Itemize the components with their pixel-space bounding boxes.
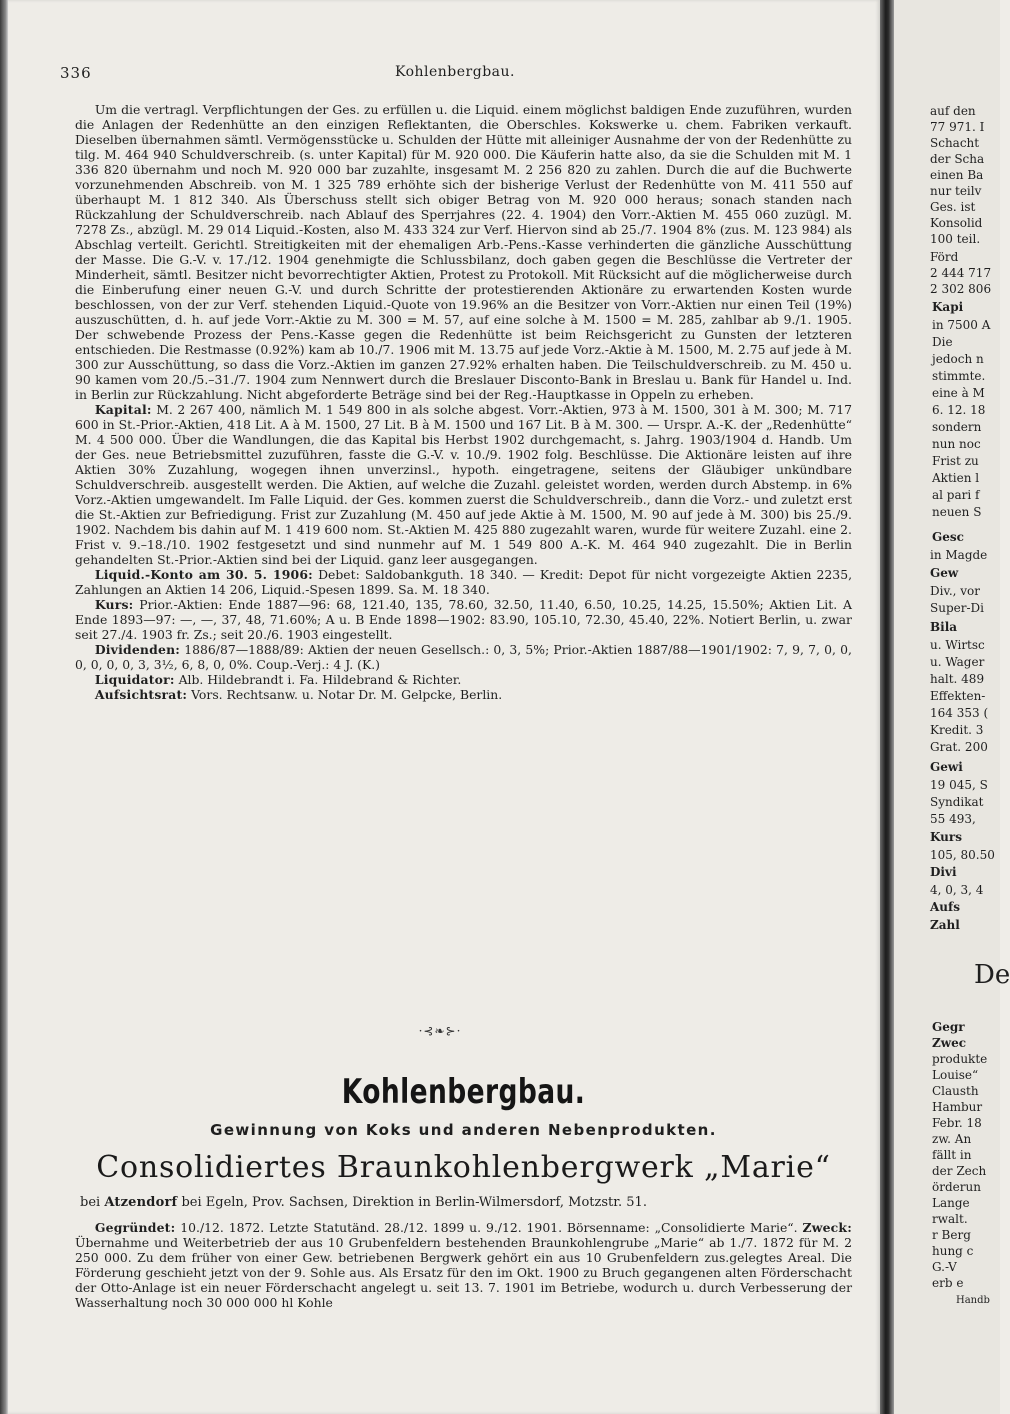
right-page-fragment: u. Wirtsc — [930, 638, 985, 652]
right-page-fragment: Gegr — [932, 1020, 965, 1034]
right-page-fragment: örderun — [932, 1180, 981, 1194]
aufsichtsrat-text: Vors. Rechtsanw. u. Notar Dr. M. Gelpcke, Berlin. — [191, 687, 503, 702]
right-page-fragment: produkte — [932, 1052, 988, 1066]
dividenden-label: Dividenden: — [94, 642, 181, 657]
liquidator-paragraph — [75, 672, 852, 687]
section-ornament: ·⊰❧⊱· — [418, 1024, 462, 1038]
right-page-fragment: Kredit. 3 — [930, 723, 984, 737]
right-page-fragment: 100 teil. — [930, 232, 981, 246]
right-page-fragment: Zwec — [932, 1036, 967, 1050]
liquidator-label: Liquidator: — [94, 672, 175, 687]
right-page-fragment: in Magde — [930, 548, 988, 562]
zweck-text: Übernahme und Weiterbetrieb der aus 10 Grubenfeldern bestehenden Braunkohlengrube „Marie“ ab 1./7. 1872 für M. 2 250 000. Zu dem früher von einer Gew. betriebenen Bergwerk gehört ein aus 10 Grubenfeldern zus.gelegtes Areal. Die Förderung geschieht jetzt von der 9. Sohle aus. Als Ersatz für den im Okt. 1900 zu Bruch gegangenen alten Förderschacht der Otto-Anlage ist ein neuer Förderschacht angelegt u. seit 13. 7. 1901 im Betriebe, wodurch u. durch Verbesserung der Wasserhaltung noch 30 000 000 hl Kohle — [75, 1235, 852, 1310]
right-page-fragment: Effekten- — [930, 689, 986, 703]
right-page-fragment: in 7500 A — [932, 318, 991, 332]
intro-paragraph: Um die vertragl. Verpflichtungen der Ges. zu erfüllen u. die Liquid. einem möglichst baldigen Ende zuzuführen, wurden die Anlagen der Redenhütte an den einzigen Reflektanten, die Oberschles. Kokswerke u. chem. Fabriken verkauft. Dieselben übernahmen sämtl. Vermögensstücke u. Schulden der Hütte mit alleiniger Ausnahme der von der Redenhütte zu tilg. M. 464 940 Schuldverschreib. (s. unter Kapital) für M. 920 000. Die Käuferin hatte also, da sie die Schulden mit M. 1 336 820 übernahm und noch M. 920 000 bar zuzahlte, insgesamt M. 2 256 820 zu zahlen. Durch die auf die Buchwerte vorzunehmenden Abschreib. von M. 1 325 789 erhöhte sich der bisherige Verlust der Redenhütte von M. 411 550 auf überhaupt M. 1 812 340. Als Überschuss stellt sich obiger Betrag von M. 920 000 heraus; sonach standen nach Rückzahlung der Schuldverschreib. nach Ablauf des Sperrjahres (22. 4. 1904) den Vorr.-Aktien M. 455 060 zuzügl. M. 7278 Zs., abzügl. M. 29 014 Liquid.-Kosten, also M. 433 324 zur Verf. Hiervon sind ab 25./7. 1904 8% (zus. M. 123 984) als Abschlag verteilt. Gerichtl. Streitigkeiten mit der ehemaligen Arb.-Pens.-Kasse verhinderten die gänzliche Ausschüttung der Masse. Die G.-V. v. 17./12. 1904 genehmigte die Schlussbilanz, doch gaben gegen die Beschlüsse die Vertreter der Minderheit, sämtl. Besitzer nicht bevorrechtigter Aktien, Protest zu Protokoll. Mit Rücksicht auf die möglicherweise durch die Einberufung einer neuen G.-V. und durch Schritte der protestierenden Aktionäre zu erwartenden Kosten wurde beschlossen, von der zur Verf. stehenden Liquid.-Quote von 19.96% an die Besitzer von Vorr.-Aktien nur einen Teil (19%) auszuschütten, d. h. auf jede Vorr.-Aktie zu M. 300 = M. 57, auf eine solche à M. 1500 = M. 285, zahlbar ab 9./1. 1905. Der schwebende Prozess der Pens.-Kasse gegen die Redenhütte ist beim Reichsgericht zu Gunsten der letzteren entschieden. Die Restmasse (0.92%) kam ab 10./7. 1906 mit M. 13.75 auf jede Vorz.-Aktie à M. 1500, M. 2.75 auf jede à M. 300 zur Ausschüttung, so dass die Vorz.-Aktien im ganzen 27.92% erhalten haben. Die Teilschuldverschreib. zu M. 450 u. 90 kamen vom 20./5.–31./7. 1904 zum Nennwert durch die Breslauer Disconto-Bank in Breslau u. Bank für Handel u. Ind. in Berlin zur Rückzahlung. Nicht abgeforderte Beträge sind bei der Reg.-Hauptkasse in Oppeln zu erheben. — [75, 102, 852, 402]
right-page-fragment: Kurs — [930, 830, 962, 844]
right-page-fragment: Hambur — [932, 1100, 983, 1114]
konto-text: Debet: Saldobankguth. 18 340. — Kredit: Depot für nicht vorgezeigte Aktien 2235, Zahlungen an Aktien 14 206, Liquid.-Spesen 1899. Sa. M. 18 340. — [75, 567, 853, 597]
article-marie — [75, 1220, 852, 1310]
gegruendet-label: Gegründet: — [94, 1220, 176, 1235]
aufsichtsrat-paragraph — [75, 687, 852, 702]
right-page-fragment: Grat. 200 — [930, 740, 988, 754]
right-page-fragment: eine à M — [932, 386, 985, 400]
right-page-fragment: Schacht — [930, 136, 980, 150]
right-page-fragment: nun noc — [932, 437, 981, 451]
right-page-fragment: 164 353 ( — [930, 706, 989, 720]
scan-left-edge — [0, 0, 8, 1414]
aufsichtsrat-label: Aufsichtsrat: — [94, 687, 188, 702]
zweck-label: Zweck: — [802, 1220, 852, 1235]
right-page-fragment: 19 045, S — [930, 778, 988, 792]
right-page-fragment: halt. 489 — [930, 672, 985, 686]
liquidator-text: Alb. Hildebrandt i. Fa. Hildebrand & Richter. — [178, 672, 462, 687]
right-page-fragment: Ges. ist — [930, 200, 976, 214]
company-location — [80, 1195, 852, 1210]
right-page-fragment: u. Wager — [930, 655, 985, 669]
right-page-fragment: Kapi — [932, 300, 964, 314]
right-page-fragment: hung c — [932, 1244, 974, 1258]
right-page-fragment: 2 302 806 — [930, 282, 992, 296]
right-page-fragment: Frist zu — [932, 454, 979, 468]
page-header — [60, 64, 850, 88]
right-page-fragment: Super-Di — [930, 601, 984, 615]
running-title: Kohlenbergbau. — [395, 64, 515, 80]
adjacent-page-fragment — [894, 0, 1010, 1414]
right-page-fragment: 105, 80.50 — [930, 848, 995, 862]
right-page-fragment: al pari f — [932, 488, 980, 502]
right-page-fragment: Clausth — [932, 1084, 979, 1098]
right-page-fragment: 6. 12. 18 — [932, 403, 986, 417]
article-redenhuette — [75, 102, 852, 702]
right-page-fragment: Gewi — [930, 760, 963, 774]
kapital-paragraph — [75, 402, 852, 567]
section-subtitle: Gewinnung von Koks und anderen Nebenprodukten. — [210, 1121, 717, 1139]
right-page-fragment: Louise“ — [932, 1068, 979, 1082]
gegruendet-paragraph — [75, 1220, 852, 1310]
right-page-fragment: De — [974, 960, 1010, 990]
right-page-fragment: 77 971. I — [930, 120, 985, 134]
dividenden-paragraph — [75, 642, 852, 672]
kurs-text: Prior.-Aktien: Ende 1887—96: 68, 121.40, 135, 78.60, 32.50, 11.40, 6.50, 10.25, 14.25, 15.50%; Aktien Lit. A Ende 1893—97: —, —, 37, 48, 71.60%; A u. B Ende 1898—1902: 83.90, 105.10, 72.30, 45.40, 22%. Notiert Berlin, u. zwar seit 27./4. 1903 fr. Zs.; seit 20./6. 1903 eingestellt. — [75, 597, 852, 642]
right-page-fragment: Förd — [930, 250, 959, 264]
right-page-fragment: stimmte. — [932, 369, 986, 383]
right-page-fragment: G.-V — [932, 1260, 957, 1274]
right-page-fragment: der Zech — [932, 1164, 987, 1178]
location-prefix: bei — [80, 1195, 101, 1210]
right-page-fragment: Die — [932, 335, 953, 349]
kapital-text: M. 2 267 400, nämlich M. 1 549 800 in als solche abgest. Vorr.-Aktien, 973 à M. 1500, 301 à M. 300; M. 717 600 in St.-Prior.-Aktien, 418 Lit. A à M. 1500, 27 Lit. B à M. 1500 und 167 Lit. B à M. 300. — Urspr. A.-K. der „Redenhütte“ M. 4 500 000. Über die Wandlungen, die das Kapital bis Herbst 1902 durchgemacht, s. Jahrg. 1903/1904 d. Handb. Um der Ges. neue Betriebsmittel zuzuführen, fasste die G.-V. v. 10./9. 1902 folg. Beschlüsse. Die Aktionäre leisten auf ihre Aktien 30% Zuzahlung, wogegen ihnen unverzinsl., hypoth. eingetragene, seitens der Gläubiger unkündbare Schuldverschreib. ausgestellt werden. Die Aktien, auf welche die Zuzahl. geleistet worden, werden durch Abstemp. in 6% Vorz.-Aktien umgewandelt. Im Falle Liquid. der Ges. kommen zuerst die Schuldverschreib., dann die Vorz.- und zuletzt erst die St.-Aktien zur Befriedigung. Frist zur Zuzahlung (M. 450 auf jede Aktie à M. 1500, M. 90 auf jede à M. 300) bis 25./9. 1902. Nachdem bis dahin auf M. 1 419 600 nom. St.-Aktien M. 425 880 zugezahlt waren, wurde für weitere Zuzahl. eine 2. Frist v. 9.–18./10. 1902 festgesetzt und sind nunmehr auf M. 1 549 800 A.-K. M. 464 940 zugezahlt. Die in Berlin gehandelten St.-Prior.-Aktien sind bei der Liquid. ganz leer ausgegangen. — [75, 402, 852, 567]
right-page-fragment: einen Ba — [930, 168, 984, 182]
section-title: Kohlenbergbau. — [341, 1072, 586, 1112]
right-page-fragment: 2 444 717 — [930, 266, 992, 280]
right-page-fragment: 55 493, — [930, 812, 976, 826]
konto-paragraph — [75, 567, 852, 597]
right-page-fragment: Aufs — [930, 900, 960, 914]
right-page-fragment: r Berg — [932, 1228, 971, 1242]
right-page-fragment: nur teilv — [930, 184, 982, 198]
right-page-fragment: neuen S — [932, 505, 982, 519]
gegruendet-text: 10./12. 1872. Letzte Statutänd. 28./12. 1899 u. 9./12. 1901. Börsenname: „Consolidierte Marie“. — [180, 1220, 798, 1235]
right-page-fragment: Konsolid — [930, 216, 983, 230]
right-page-fragment: Divi — [930, 865, 957, 879]
right-page-fragment: zw. An — [932, 1132, 972, 1146]
right-page-fragment: rwalt. — [932, 1212, 968, 1226]
right-page-fragment: auf den — [930, 104, 976, 118]
right-page-fragment: Syndikat — [930, 795, 984, 809]
right-page-fragment: fällt in — [932, 1148, 972, 1162]
right-page-fragment: Aktien l — [932, 471, 980, 485]
company-title: Consolidiertes Braunkohlenbergwerk „Marie“ — [96, 1150, 831, 1185]
right-page-fragment: jedoch n — [932, 352, 984, 366]
page-number: 336 — [60, 64, 92, 82]
right-page-fragment: Zahl — [930, 918, 960, 932]
right-page-fragment: Gesc — [932, 530, 964, 544]
book-gutter — [880, 0, 894, 1414]
right-page-fragment: Bila — [930, 620, 958, 634]
kurs-paragraph — [75, 597, 852, 642]
right-page-fragment: 4, 0, 3, 4 — [930, 883, 984, 897]
konto-label: Liquid.-Konto am 30. 5. 1906: — [94, 567, 313, 582]
right-page-fragment: erb e — [932, 1276, 964, 1290]
location-place: Atzendorf — [104, 1195, 178, 1210]
kapital-label: Kapital: — [94, 402, 152, 417]
dividenden-text: 1886/87—1888/89: Aktien der neuen Gesellsch.: 0, 3, 5%; Prior.-Aktien 1887/88—1901/1902: 7, 9, 7, 0, 0, 0, 0, 0, 0, 3, 3½, 6, 8, 0, 0%. Coup.-Verj.: 4 J. (K.) — [75, 642, 852, 672]
right-page-fragment: Gew — [930, 566, 959, 580]
right-page-fragment: Febr. 18 — [932, 1116, 982, 1130]
right-page-fragment: sondern — [932, 420, 982, 434]
right-page-fragment: Handb — [956, 1295, 990, 1306]
right-page-fragment: der Scha — [930, 152, 985, 166]
right-page-fragment: Div., vor — [930, 584, 980, 598]
kurs-label: Kurs: — [94, 597, 134, 612]
location-rest: bei Egeln, Prov. Sachsen, Direktion in Berlin-Wilmersdorf, Motzstr. 51. — [181, 1195, 647, 1210]
right-page-fragment: Lange — [932, 1196, 970, 1210]
